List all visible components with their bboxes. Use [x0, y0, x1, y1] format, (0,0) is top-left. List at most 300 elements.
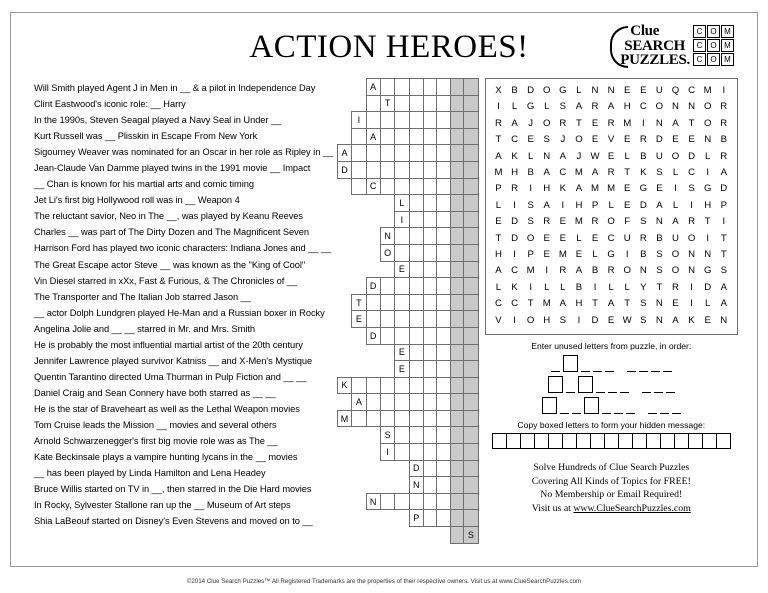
hidden-message-box[interactable] — [548, 433, 563, 449]
word-search-letter[interactable]: H — [543, 314, 551, 326]
word-search-letter[interactable]: A — [607, 298, 615, 310]
crossword-cell[interactable] — [395, 410, 409, 427]
crossword-shaded-cell[interactable] — [450, 527, 463, 544]
crossword-cell[interactable] — [352, 377, 366, 394]
word-search-letter[interactable]: T — [688, 117, 695, 129]
crossword-cell[interactable]: I — [395, 211, 409, 228]
word-search-letter[interactable]: P — [720, 199, 728, 211]
unused-letter-blank[interactable] — [654, 379, 663, 393]
word-search-letter[interactable]: A — [672, 216, 679, 228]
word-search-letter[interactable]: S — [720, 265, 728, 277]
word-search-letter[interactable]: E — [640, 85, 647, 96]
unused-letters-line-2[interactable] — [485, 376, 738, 393]
crossword-cell[interactable] — [423, 261, 436, 278]
word-search-letter[interactable]: S — [640, 216, 647, 228]
crossword-shaded-cell[interactable] — [464, 410, 478, 427]
word-search-letter[interactable]: L — [544, 101, 550, 113]
crossword-grid[interactable] — [337, 78, 479, 544]
word-search-letter[interactable]: A — [575, 183, 583, 195]
crossword-shaded-cell[interactable] — [464, 361, 478, 378]
word-search-letter[interactable]: E — [575, 249, 583, 261]
crossword-cell[interactable] — [437, 261, 450, 278]
word-search-letter[interactable]: L — [592, 249, 598, 261]
word-search-letter[interactable]: H — [575, 298, 583, 310]
word-search-letter[interactable]: I — [722, 85, 726, 96]
word-search-letter[interactable]: E — [543, 232, 551, 244]
crossword-shaded-cell[interactable] — [464, 112, 478, 129]
word-search-letter[interactable]: R — [511, 183, 519, 195]
crossword-cell[interactable] — [423, 161, 436, 178]
crossword-cell[interactable] — [423, 294, 436, 311]
crossword-shaded-cell[interactable] — [464, 377, 478, 394]
unused-letter-blank[interactable] — [560, 400, 569, 414]
crossword-shaded-cell[interactable] — [450, 145, 463, 162]
crossword-shaded-cell[interactable] — [450, 161, 463, 178]
crossword-cell[interactable] — [395, 444, 409, 461]
crossword-cell[interactable] — [437, 460, 450, 477]
crossword-shaded-cell[interactable] — [464, 228, 478, 245]
unused-letter-blank[interactable] — [642, 379, 651, 393]
word-search-letter[interactable]: A — [559, 150, 567, 162]
word-search-letter[interactable]: R — [688, 216, 696, 228]
word-search-letter[interactable]: K — [511, 150, 518, 162]
word-search-letter[interactable]: P — [591, 199, 599, 211]
word-search-letter[interactable]: D — [511, 232, 519, 244]
crossword-cell[interactable] — [395, 95, 409, 112]
word-search-letter[interactable]: R — [607, 117, 615, 129]
crossword-cell[interactable] — [409, 410, 423, 427]
word-search-letter[interactable]: M — [542, 298, 551, 310]
crossword-cell[interactable] — [366, 95, 380, 112]
hidden-message-box[interactable] — [674, 433, 689, 449]
crossword-cell[interactable]: T — [380, 95, 394, 112]
crossword-cell[interactable] — [437, 244, 450, 261]
word-search-letter[interactable]: I — [529, 183, 533, 195]
crossword-cell[interactable] — [423, 410, 436, 427]
word-search-letter[interactable]: S — [640, 298, 647, 310]
word-search-letter[interactable]: E — [624, 85, 631, 96]
crossword-cell[interactable]: N — [380, 228, 394, 245]
word-search-letter[interactable]: O — [671, 150, 680, 162]
crossword-cell[interactable] — [409, 394, 423, 411]
word-search-letter[interactable]: D — [704, 281, 712, 293]
crossword-cell[interactable] — [380, 178, 394, 195]
word-search-letter[interactable]: I — [513, 199, 517, 211]
crossword-cell[interactable] — [437, 427, 450, 444]
word-search-letter[interactable]: L — [576, 85, 582, 96]
word-search-letter[interactable]: N — [688, 265, 696, 277]
hidden-message-box[interactable] — [604, 433, 619, 449]
word-search-letter[interactable]: N — [704, 249, 712, 261]
crossword-cell[interactable] — [423, 79, 436, 96]
word-search-letter[interactable]: R — [607, 265, 615, 277]
crossword-cell[interactable] — [437, 228, 450, 245]
crossword-cell[interactable] — [366, 161, 380, 178]
crossword-cell[interactable] — [409, 294, 423, 311]
unused-letter-blank[interactable] — [614, 400, 623, 414]
crossword-shaded-cell[interactable] — [464, 510, 478, 527]
crossword-cell[interactable] — [380, 128, 394, 145]
word-search-letter[interactable]: M — [607, 183, 616, 195]
crossword-cell[interactable] — [437, 128, 450, 145]
word-search-letter[interactable]: P — [495, 183, 502, 195]
word-search-letter[interactable]: S — [543, 134, 551, 146]
word-search-letter[interactable]: A — [672, 117, 679, 129]
crossword-cell[interactable]: O — [380, 244, 394, 261]
word-search-letter[interactable]: A — [720, 298, 728, 310]
crossword-shaded-cell[interactable] — [450, 128, 463, 145]
word-search-letter[interactable]: N — [688, 249, 696, 261]
unused-letters-line-3[interactable] — [485, 397, 738, 414]
crossword-cell[interactable] — [437, 410, 450, 427]
word-search-letter[interactable]: O — [671, 249, 680, 261]
crossword-cell[interactable] — [409, 344, 423, 361]
crossword-cell[interactable] — [380, 145, 394, 162]
crossword-shaded-cell[interactable] — [450, 410, 463, 427]
crossword-cell[interactable] — [352, 145, 366, 162]
word-search-letter[interactable]: T — [624, 298, 631, 310]
crossword-cell[interactable]: L — [395, 195, 409, 212]
word-search-letter[interactable]: N — [655, 314, 664, 326]
crossword-cell[interactable] — [409, 377, 423, 394]
word-search-letter[interactable]: N — [655, 117, 664, 129]
crossword-cell[interactable] — [423, 344, 436, 361]
unused-letter-blank[interactable] — [602, 400, 611, 414]
unused-letter-box[interactable] — [542, 397, 557, 414]
crossword-cell[interactable]: D — [409, 460, 423, 477]
word-search-letter[interactable]: R — [639, 134, 647, 146]
crossword-cell[interactable] — [423, 361, 436, 378]
hidden-message-box[interactable] — [618, 433, 633, 449]
word-search-letter[interactable]: N — [607, 85, 615, 96]
crossword-cell[interactable] — [366, 394, 380, 411]
word-search-letter[interactable]: G — [526, 101, 535, 113]
crossword-cell[interactable] — [437, 112, 450, 129]
word-search-letter[interactable]: G — [703, 265, 712, 277]
word-search-letter[interactable]: H — [575, 199, 583, 211]
crossword-cell[interactable]: P — [409, 510, 423, 527]
hidden-message-box[interactable] — [562, 433, 577, 449]
word-search-letter[interactable]: N — [591, 85, 599, 96]
word-search-letter[interactable]: R — [720, 117, 728, 129]
crossword-cell[interactable] — [423, 327, 436, 344]
crossword-cell[interactable] — [409, 112, 423, 129]
word-search-letter[interactable]: N — [655, 216, 664, 228]
crossword-shaded-cell[interactable] — [450, 394, 463, 411]
word-search-letter[interactable]: I — [625, 249, 629, 261]
unused-letter-box[interactable] — [584, 397, 599, 414]
crossword-shaded-cell[interactable] — [464, 278, 478, 295]
word-search-letter[interactable]: E — [672, 298, 679, 310]
word-search-letter[interactable]: I — [690, 281, 694, 293]
word-search-letter[interactable]: H — [704, 199, 712, 211]
crossword-shaded-cell[interactable] — [464, 294, 478, 311]
word-search-letter[interactable]: L — [672, 199, 679, 211]
word-search-letter[interactable]: L — [527, 150, 534, 162]
word-search-letter[interactable]: F — [624, 216, 631, 228]
word-search-letter[interactable]: L — [511, 101, 518, 113]
word-search-letter[interactable]: E — [672, 134, 679, 146]
word-search-letter[interactable]: M — [703, 85, 712, 96]
crossword-cell[interactable]: K — [337, 377, 352, 394]
crossword-cell[interactable] — [366, 410, 380, 427]
unused-letter-blank[interactable] — [566, 379, 575, 393]
word-search-letter[interactable]: N — [688, 101, 696, 113]
word-search-letter[interactable]: P — [527, 249, 535, 261]
crossword-cell[interactable] — [352, 410, 366, 427]
crossword-cell[interactable] — [395, 79, 409, 96]
word-search-letter[interactable]: H — [543, 183, 551, 195]
word-search-letter[interactable]: O — [526, 314, 535, 326]
crossword-shaded-cell[interactable] — [450, 460, 463, 477]
unused-letter-blank[interactable] — [620, 379, 629, 393]
word-search-letter[interactable]: C — [494, 298, 503, 310]
word-search-letter[interactable]: A — [511, 117, 518, 129]
crossword-cell[interactable] — [366, 311, 380, 328]
unused-letter-blank[interactable] — [660, 400, 669, 414]
unused-letter-blank[interactable] — [666, 379, 675, 393]
crossword-cell[interactable] — [409, 244, 423, 261]
hidden-message-box[interactable] — [590, 433, 605, 449]
crossword-cell[interactable] — [423, 145, 436, 162]
word-search-letter[interactable]: E — [624, 183, 631, 195]
word-search-letter[interactable]: T — [495, 134, 502, 146]
crossword-cell[interactable]: N — [366, 493, 380, 510]
word-search-letter[interactable]: A — [559, 298, 567, 310]
word-search-letter[interactable]: E — [656, 183, 663, 195]
word-search-letter[interactable]: S — [656, 167, 663, 179]
unused-letter-box[interactable] — [563, 355, 578, 372]
word-search-letter[interactable]: S — [656, 249, 663, 261]
word-search-letter[interactable]: S — [527, 216, 535, 228]
hidden-message-box[interactable] — [688, 433, 703, 449]
word-search-letter[interactable]: N — [704, 134, 712, 146]
word-search-letter[interactable]: J — [560, 134, 566, 146]
crossword-cell[interactable]: A — [337, 145, 352, 162]
word-search-letter[interactable]: L — [705, 298, 711, 310]
word-search-letter[interactable]: E — [543, 249, 551, 261]
crossword-shaded-cell[interactable] — [464, 327, 478, 344]
unused-letter-blank[interactable] — [648, 400, 657, 414]
word-search-letter[interactable]: E — [624, 199, 631, 211]
crossword-cell[interactable]: E — [395, 261, 409, 278]
word-search-letter[interactable]: B — [511, 85, 518, 96]
unused-letter-blank[interactable] — [605, 358, 614, 372]
crossword-cell[interactable] — [437, 361, 450, 378]
crossword-cell[interactable]: E — [352, 311, 366, 328]
crossword-cell[interactable] — [395, 377, 409, 394]
crossword-cell[interactable] — [423, 278, 436, 295]
crossword-cell[interactable] — [395, 228, 409, 245]
crossword-cell[interactable] — [380, 278, 394, 295]
word-search-letter[interactable]: E — [607, 150, 615, 162]
unused-letter-blank[interactable] — [596, 379, 605, 393]
crossword-cell[interactable] — [380, 493, 394, 510]
crossword-shaded-cell[interactable] — [450, 427, 463, 444]
crossword-cell[interactable] — [423, 477, 436, 494]
unused-letter-box[interactable] — [548, 376, 563, 393]
crossword-shaded-cell[interactable] — [450, 510, 463, 527]
word-search-letter[interactable]: R — [559, 117, 567, 129]
word-search-letter[interactable]: A — [656, 199, 663, 211]
crossword-shaded-cell[interactable] — [464, 161, 478, 178]
crossword-cell[interactable] — [395, 112, 409, 129]
word-search-letter[interactable]: D — [591, 314, 599, 326]
word-search-letter[interactable]: O — [623, 265, 632, 277]
crossword-cell[interactable] — [423, 510, 436, 527]
word-search-letter[interactable]: I — [690, 199, 694, 211]
word-search-letter[interactable]: O — [703, 101, 712, 113]
unused-letter-blank[interactable] — [663, 358, 672, 372]
word-search-letter[interactable]: J — [528, 117, 534, 129]
word-search-letter[interactable]: E — [495, 216, 502, 228]
crossword-shaded-cell[interactable] — [464, 79, 478, 96]
word-search-letter[interactable]: I — [513, 249, 517, 261]
word-search-grid[interactable] — [485, 78, 738, 335]
word-search-letter[interactable]: A — [575, 265, 583, 277]
word-search-letter[interactable]: I — [593, 281, 597, 293]
crossword-cell[interactable] — [423, 444, 436, 461]
crossword-shaded-cell[interactable] — [464, 311, 478, 328]
word-search-letter[interactable]: O — [543, 85, 551, 96]
unused-letter-blank[interactable] — [572, 400, 581, 414]
word-search-letter[interactable]: S — [559, 101, 567, 113]
crossword-cell[interactable] — [437, 510, 450, 527]
crossword-shaded-cell[interactable] — [450, 311, 463, 328]
word-search-letter[interactable]: T — [656, 281, 663, 293]
crossword-cell[interactable] — [409, 427, 423, 444]
crossword-cell[interactable] — [409, 444, 423, 461]
crossword-cell[interactable] — [437, 161, 450, 178]
crossword-cell[interactable] — [395, 394, 409, 411]
crossword-cell[interactable] — [409, 361, 423, 378]
crossword-cell[interactable] — [437, 493, 450, 510]
word-search-letter[interactable]: S — [527, 199, 535, 211]
word-search-letter[interactable]: L — [495, 281, 502, 293]
crossword-cell[interactable]: M — [337, 410, 352, 427]
word-search-letter[interactable]: K — [511, 281, 518, 293]
crossword-cell[interactable] — [395, 327, 409, 344]
word-search-letter[interactable]: K — [559, 183, 567, 195]
word-search-letter[interactable]: C — [688, 85, 696, 96]
word-search-letter[interactable]: T — [527, 298, 534, 310]
word-search-letter[interactable]: U — [655, 85, 664, 96]
crossword-shaded-cell[interactable] — [450, 361, 463, 378]
word-search-letter[interactable]: R — [720, 150, 728, 162]
crossword-cell[interactable]: N — [409, 477, 423, 494]
word-search-letter[interactable]: G — [607, 249, 616, 261]
crossword-cell[interactable]: D — [337, 161, 352, 178]
word-search-letter[interactable]: B — [720, 134, 728, 146]
crossword-shaded-cell[interactable] — [450, 79, 463, 96]
crossword-shaded-cell[interactable] — [450, 112, 463, 129]
crossword-cell[interactable] — [395, 294, 409, 311]
word-search-letter[interactable]: I — [497, 101, 500, 113]
crossword-cell[interactable] — [409, 228, 423, 245]
word-search-letter[interactable]: A — [543, 167, 551, 179]
crossword-cell[interactable] — [437, 477, 450, 494]
crossword-cell[interactable] — [423, 394, 436, 411]
word-search-letter[interactable]: L — [608, 199, 614, 211]
word-search-letter[interactable]: G — [639, 183, 648, 195]
crossword-cell[interactable] — [409, 161, 423, 178]
word-search-letter[interactable]: A — [495, 150, 502, 162]
hidden-message-box[interactable] — [702, 433, 717, 449]
crossword-shaded-cell[interactable] — [450, 327, 463, 344]
crossword-cell[interactable] — [380, 294, 394, 311]
crossword-cell[interactable]: E — [395, 344, 409, 361]
word-search-letter[interactable]: W — [622, 314, 632, 326]
crossword-cell[interactable] — [423, 228, 436, 245]
word-search-letter[interactable]: C — [607, 232, 615, 244]
word-search-letter[interactable]: D — [527, 85, 535, 96]
word-search-letter[interactable]: J — [576, 150, 582, 162]
word-search-letter[interactable]: L — [544, 281, 550, 293]
word-search-letter[interactable]: G — [703, 183, 712, 195]
word-search-letter[interactable]: L — [705, 150, 711, 162]
hidden-message-boxes[interactable] — [485, 433, 738, 449]
word-search-letter[interactable]: E — [559, 216, 567, 228]
crossword-cell[interactable] — [352, 178, 366, 195]
word-search-letter[interactable]: C — [511, 134, 519, 146]
hidden-message-box[interactable] — [506, 433, 521, 449]
crossword-cell[interactable] — [380, 79, 394, 96]
crossword-cell[interactable]: S — [464, 527, 478, 544]
word-search-letter[interactable]: C — [639, 101, 647, 113]
crossword-shaded-cell[interactable] — [464, 128, 478, 145]
unused-letter-blank[interactable] — [672, 400, 681, 414]
word-search-letter[interactable]: U — [655, 150, 664, 162]
word-search-letter[interactable]: M — [494, 167, 503, 179]
crossword-cell[interactable]: T — [352, 294, 366, 311]
word-search-letter[interactable]: A — [543, 199, 551, 211]
crossword-cell[interactable] — [423, 128, 436, 145]
crossword-cell[interactable] — [423, 95, 436, 112]
word-search-letter[interactable]: E — [559, 232, 567, 244]
crossword-shaded-cell[interactable] — [464, 427, 478, 444]
word-search-letter[interactable]: U — [672, 232, 680, 244]
word-search-letter[interactable]: C — [511, 265, 519, 277]
crossword-cell[interactable] — [395, 178, 409, 195]
crossword-cell[interactable] — [423, 112, 436, 129]
crossword-cell[interactable] — [423, 460, 436, 477]
hidden-message-box[interactable] — [632, 433, 647, 449]
unused-letter-blank[interactable] — [639, 358, 648, 372]
word-search-letter[interactable]: H — [623, 101, 631, 113]
word-search-letter[interactable]: C — [559, 167, 567, 179]
word-search-letter[interactable]: N — [655, 298, 664, 310]
crossword-shaded-cell[interactable] — [450, 178, 463, 195]
word-search-letter[interactable]: T — [495, 232, 502, 244]
crossword-cell[interactable] — [437, 211, 450, 228]
word-search-letter[interactable]: A — [672, 314, 679, 326]
crossword-shaded-cell[interactable] — [450, 377, 463, 394]
unused-letter-blank[interactable] — [626, 400, 635, 414]
crossword-cell[interactable] — [409, 128, 423, 145]
word-search-letter[interactable]: R — [494, 117, 503, 129]
word-search-letter[interactable]: U — [623, 232, 631, 244]
word-search-letter[interactable]: B — [640, 150, 647, 162]
word-search-letter[interactable]: O — [575, 134, 583, 146]
word-search-letter[interactable]: S — [688, 183, 695, 195]
crossword-cell[interactable] — [380, 410, 394, 427]
crossword-cell[interactable] — [437, 178, 450, 195]
word-search-letter[interactable]: E — [591, 134, 599, 146]
word-search-letter[interactable]: D — [655, 134, 664, 146]
word-search-letter[interactable]: V — [607, 134, 615, 146]
word-search-letter[interactable]: B — [575, 281, 583, 293]
word-search-letter[interactable]: M — [574, 216, 584, 228]
